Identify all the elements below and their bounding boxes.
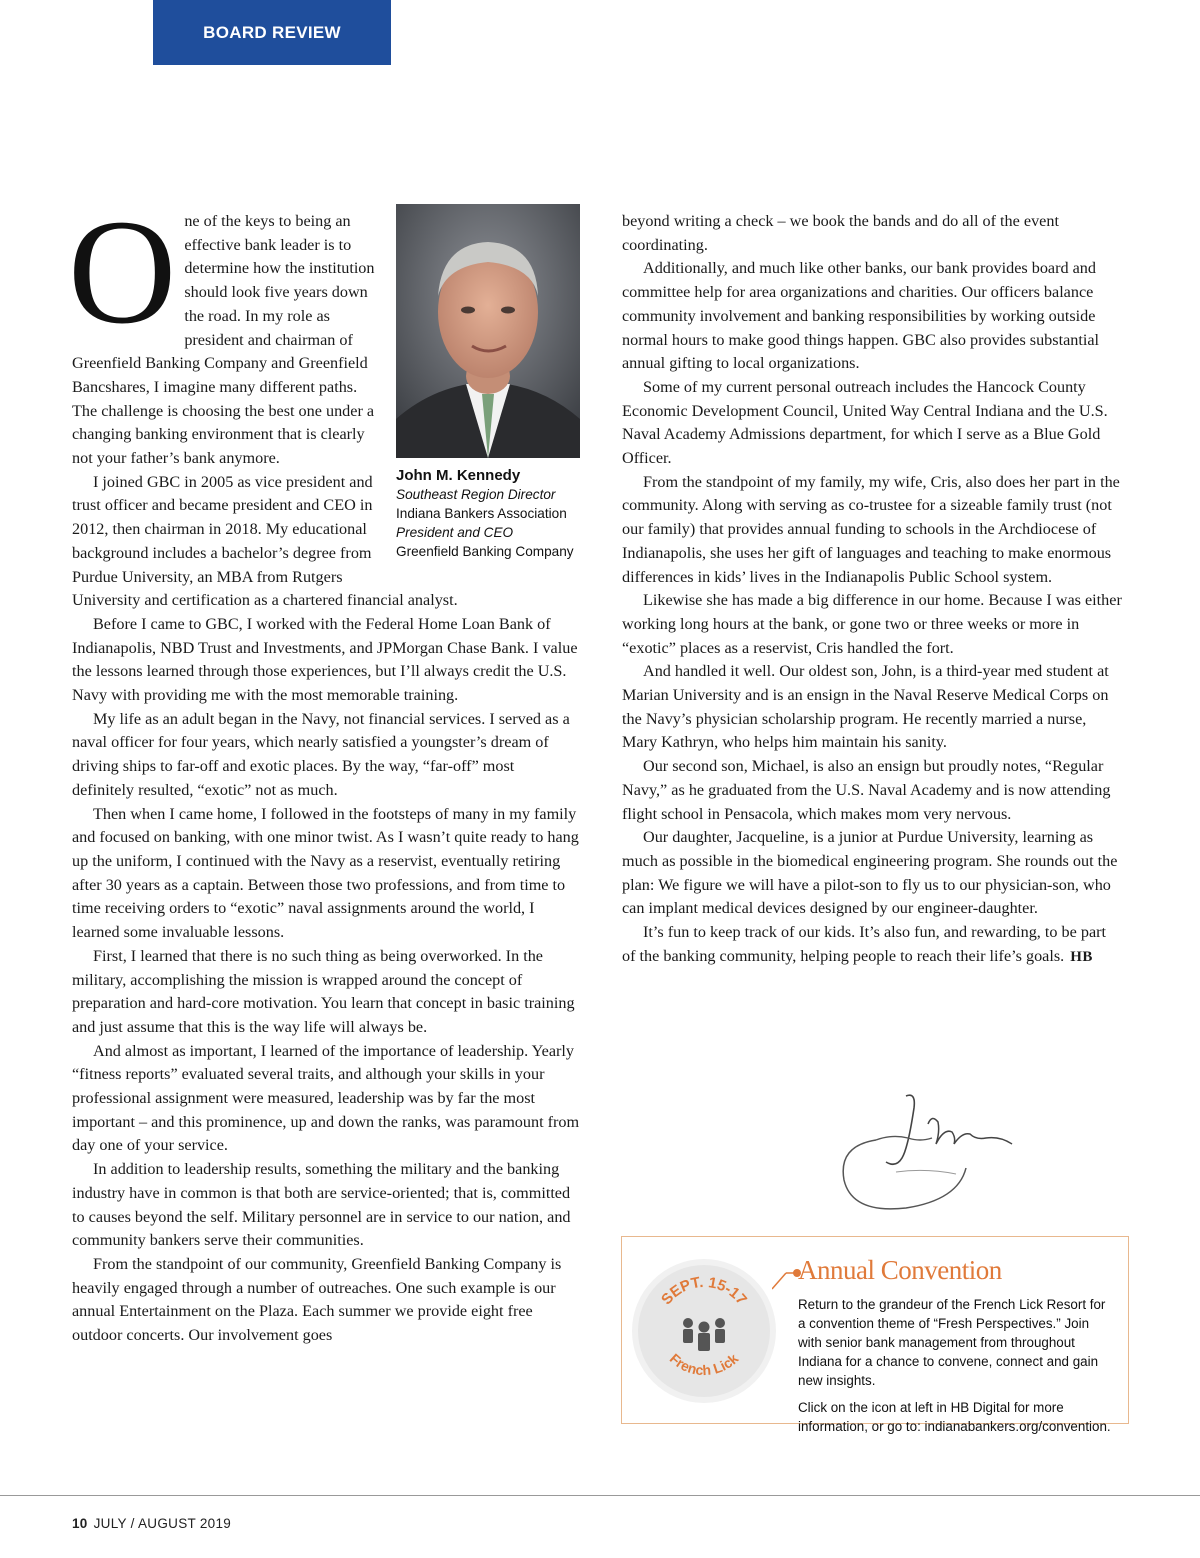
article-paragraph: My life as an adult began in the Navy, not financial services. I served as a naval officer for four years, which nearly satisfied a youngster’s dream of driving ships to far-off and exotic places. By the way, “far-off” most definitely resulted, “exotic” not as much. xyxy=(72,709,570,799)
badge-date: SEPT. 15-17 xyxy=(658,1273,751,1309)
portrait-image xyxy=(396,204,580,458)
article-paragraph: And almost as important, I learned of the importance of leadership. Yearly “fitness reports” evaluated several traits, and although your skills in your professional assignment were measured, leadership was by far the most important – and this prominence, up and down the ranks, was paramount from day one of your service. xyxy=(72,1041,580,1155)
article-paragraph: I joined GBC in 2005 as vice president and trust officer and became president and CEO in 2012, then chairman in 2018. My educational background includes a bachelor’s degree from Purdue University, an MBA from Rutgers University and certification as a chartered financial analyst. xyxy=(72,472,458,610)
article-paragraph: First, I learned that there is no such thing as being overworked. In the military, accomplishing the mission is wrapped around the concept of preparation and hard-core motivation. You learn that concept in basic training and just assume that this is the way life will always be. xyxy=(72,946,575,1036)
promo-title: Annual Convention xyxy=(798,1255,1002,1285)
drop-cap: O xyxy=(68,189,177,355)
footer-divider xyxy=(0,1495,1200,1496)
badge-place: French Lick xyxy=(666,1350,742,1379)
convention-promo[interactable] xyxy=(621,1236,1129,1434)
article-paragraph: In addition to leadership results, something the military and the banking industry have in common is that both are service-oriented; that is, committed to causes beyond the self. Military personnel are in service to our nation, and community bankers serve their communities. xyxy=(72,1160,571,1250)
article-paragraph: Our daughter, Jacqueline, is a junior at Purdue University, learning as much as possible in the biomedical engineering program. She rounds out the plan: We figure we will have a pilot-son to fly us to our physician-son, who can implant medical devices designed by our engineer-daughter. xyxy=(622,828,1118,918)
end-mark: HB xyxy=(1070,948,1093,965)
issue-date: JULY / AUGUST 2019 xyxy=(93,1516,232,1531)
page-number: 10 xyxy=(72,1516,88,1531)
author-org-1: Indiana Bankers Association xyxy=(396,506,567,521)
article-paragraph: Before I came to GBC, I worked with the Federal Home Loan Bank of Indianapolis, NBD Trust and Investments, and JPMorgan Chase Bank. I value the lessons learned through those experiences, but I’ll always credit the U.S. Navy with providing me with the most memorable training. xyxy=(72,614,578,705)
author-org-2: Greenfield Banking Company xyxy=(396,544,574,559)
badge-graphic xyxy=(638,1265,770,1397)
article-paragraph: Some of my current personal outreach includes the Hancock County Economic Development Council, United Way Central Indiana and the U.S. Naval Academy Admissions department, for which I serve as a Blue Gold Officer. xyxy=(622,377,1108,468)
author-name: John M. Kennedy xyxy=(396,467,521,484)
article-paragraph: Our second son, Michael, is also an ensign but proudly notes, “Regular Navy,” as he graduated from the U.S. Naval Academy and is now attending flight school in Pensacola, which makes mom very nervous. xyxy=(622,757,1111,823)
article-paragraph: From the standpoint of our community, Greenfield Banking Company is heavily engaged through a number of outreaches. One such example is our annual Entertainment on the Plaza. Each summer we provide eight free outdoor concerts. Our involvement goes xyxy=(72,1254,562,1345)
article-column-right xyxy=(622,210,1122,970)
article-paragraph: And handled it well. Our oldest son, John, is a third-year med student at Marian University and is an ensign in the Naval Reserve Medical Corps on the Navy’s physician scholarship program. He recently married a nurse, Mary Kathryn, who helps him maintain his sanity. xyxy=(622,662,1109,752)
article-paragraph: beyond writing a check – we book the bands and do all of the event coordinating. xyxy=(622,212,1059,254)
article-paragraph: Additionally, and much like other banks, our bank provides board and committee help for area organizations and charities. Our officers balance community involvement and banking responsibilities by working outside normal hours to make good things happen. GBC also provides substantial annual gifting to local organizations. xyxy=(622,259,1100,373)
author-caption xyxy=(396,466,580,561)
article-column-left xyxy=(68,189,580,1348)
signature-image xyxy=(836,1088,1026,1218)
author-title-1: Southeast Region Director xyxy=(396,487,556,502)
article-paragraph: Likewise she has made a big difference in our home. Because I was either working long hours at the bank, or gone two or three weeks or more in “exotic” places as a reservist, Cris handled the fort. xyxy=(622,591,1122,657)
convention-icon[interactable] xyxy=(638,1265,770,1397)
promo-body: Return to the grandeur of the French Lick Resort for a convention theme of “Fresh Perspectives.” Join with senior bank management from throughout Indiana for a chance to convene, connect and gain new insights. xyxy=(798,1297,1106,1388)
article-paragraph: One of the keys to being an effective bank leader is to determine how the institution should look five years down the road. In my role as president and chairman of Greenfield Banking Company and Greenfield Bancshares, I imagine many different paths. The challenge is choosing the best one under a changing banking environment that is clearly not your father’s bank anymore. xyxy=(68,189,375,468)
author-photo xyxy=(396,204,580,458)
page-footer xyxy=(72,1516,231,1531)
article-paragraph: From the standpoint of my family, my wife, Cris, also does her part in the community. Along with serving as co-trustee for a sizeable family trust (not our family) that provides annual funding to schools in the Archdiocese of Indianapolis, she uses her gift of languages and teaching to make enormous differences in kids’ lives in the Indianapolis Public School system. xyxy=(622,472,1120,586)
article-paragraph: It’s fun to keep track of our kids. It’s also fun, and rewarding, to be part of the banking community, helping people to reach their life’s goals. HB xyxy=(622,923,1107,965)
promo-text xyxy=(798,1295,1116,1444)
section-tab: BOARD REVIEW xyxy=(153,0,391,65)
promo-cta[interactable]: Click on the icon at left in HB Digital for more information, or go to: indianabankers.org/convention. xyxy=(798,1400,1111,1434)
people-icon xyxy=(683,1318,725,1351)
article-paragraph: Then when I came home, I followed in the footsteps of many in my family and focused on banking, with one minor twist. As I wasn’t quite ready to hang up the uniform, I continued with the Navy as a reservist, eventually retiring after 30 years as a captain. Between those two professions, and from time to time receiving orders to “exotic” naval assignments around the world, I learned some invaluable lessons. xyxy=(72,804,579,942)
author-title-2: President and CEO xyxy=(396,525,514,540)
author-card xyxy=(396,204,580,572)
